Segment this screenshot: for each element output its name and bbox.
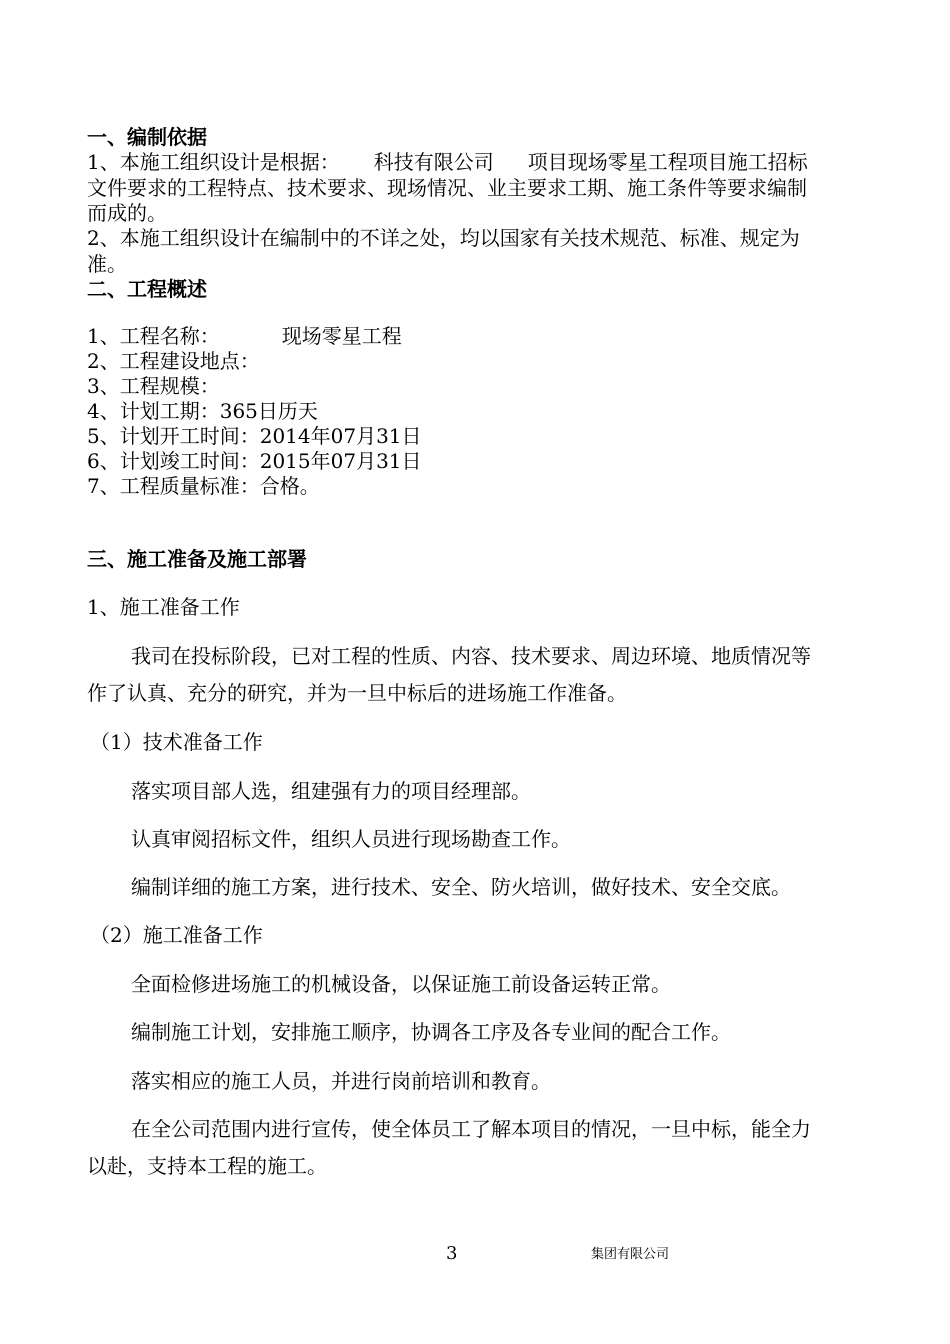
project-scale-item: 3、工程规模： [87, 374, 220, 398]
intro-line1: 我司在投标阶段，已对工程的性质、内容、技术要求、周边环境、地质情况等 [131, 644, 811, 668]
section1-para2-line1: 2、本施工组织设计在编制中的不详之处，均以国家有关技术规范、标准、规定为 [87, 226, 800, 250]
work-prep-item4-line2: 以赴，支持本工程的施工。 [87, 1154, 327, 1178]
work-prep-item2: 编制施工计划，安排施工顺序，协调各工序及各专业间的配合工作。 [131, 1020, 731, 1044]
project-tender: 项目现场零星工程项目施工招标 [527, 150, 808, 174]
section1-heading: 一、编制依据 [87, 125, 207, 149]
work-prep-item3: 落实相应的施工人员，并进行岗前培训和教育。 [131, 1069, 551, 1093]
tech-prep-item3: 编制详细的施工方案，进行技术、安全、防火培训，做好技术、安全交底。 [131, 875, 791, 899]
tech-prep-heading: （1）技术准备工作 [90, 730, 263, 754]
project-location-item: 2、工程建设地点： [87, 349, 260, 373]
start-date-item: 5、计划开工时间：2014年07月31日 [87, 424, 422, 448]
completion-date-item: 6、计划竣工时间：2015年07月31日 [87, 449, 422, 473]
intro-line2: 作了认真、充分的研究，并为一旦中标后的进场施工作准备。 [87, 681, 627, 705]
para1-lead: 1、本施工组织设计是根据： [87, 150, 340, 174]
page-number: 3 [446, 1243, 458, 1264]
project-name-label: 1、工程名称： [87, 324, 220, 348]
project-name-value: 现场零星工程 [281, 324, 402, 348]
section3-sub1: 1、施工准备工作 [87, 595, 240, 619]
tech-prep-item2: 认真审阅招标文件，组织人员进行现场勘查工作。 [131, 827, 571, 851]
section1-para2-line2: 准。 [87, 252, 127, 276]
work-prep-item4-line1: 在全公司范围内进行宣传，使全体员工了解本项目的情况，一旦中标，能全力 [131, 1117, 811, 1141]
section2-heading: 二、工程概述 [87, 277, 207, 301]
work-prep-item1: 全面检修进场施工的机械设备，以保证施工前设备运转正常。 [131, 972, 671, 996]
section1-para1-line1 [87, 149, 877, 175]
section1-para1-line2: 文件要求的工程特点、技术要求、现场情况、业主要求工期、施工条件等要求编制 [87, 176, 807, 200]
project-duration-item: 4、计划工期：365日历天 [87, 399, 318, 423]
project-name-item [87, 323, 877, 349]
footer-company: 集团有限公司 [591, 1247, 670, 1262]
tech-prep-item1: 落实项目部人选，组建强有力的项目经理部。 [131, 779, 531, 803]
company-name: 科技有限公司 [373, 150, 494, 174]
section1-para1-line3: 而成的。 [87, 201, 167, 225]
section3-heading: 三、施工准备及施工部署 [87, 547, 307, 571]
work-prep-heading: （2）施工准备工作 [90, 923, 263, 947]
quality-standard-item: 7、工程质量标准：合格。 [87, 474, 320, 498]
